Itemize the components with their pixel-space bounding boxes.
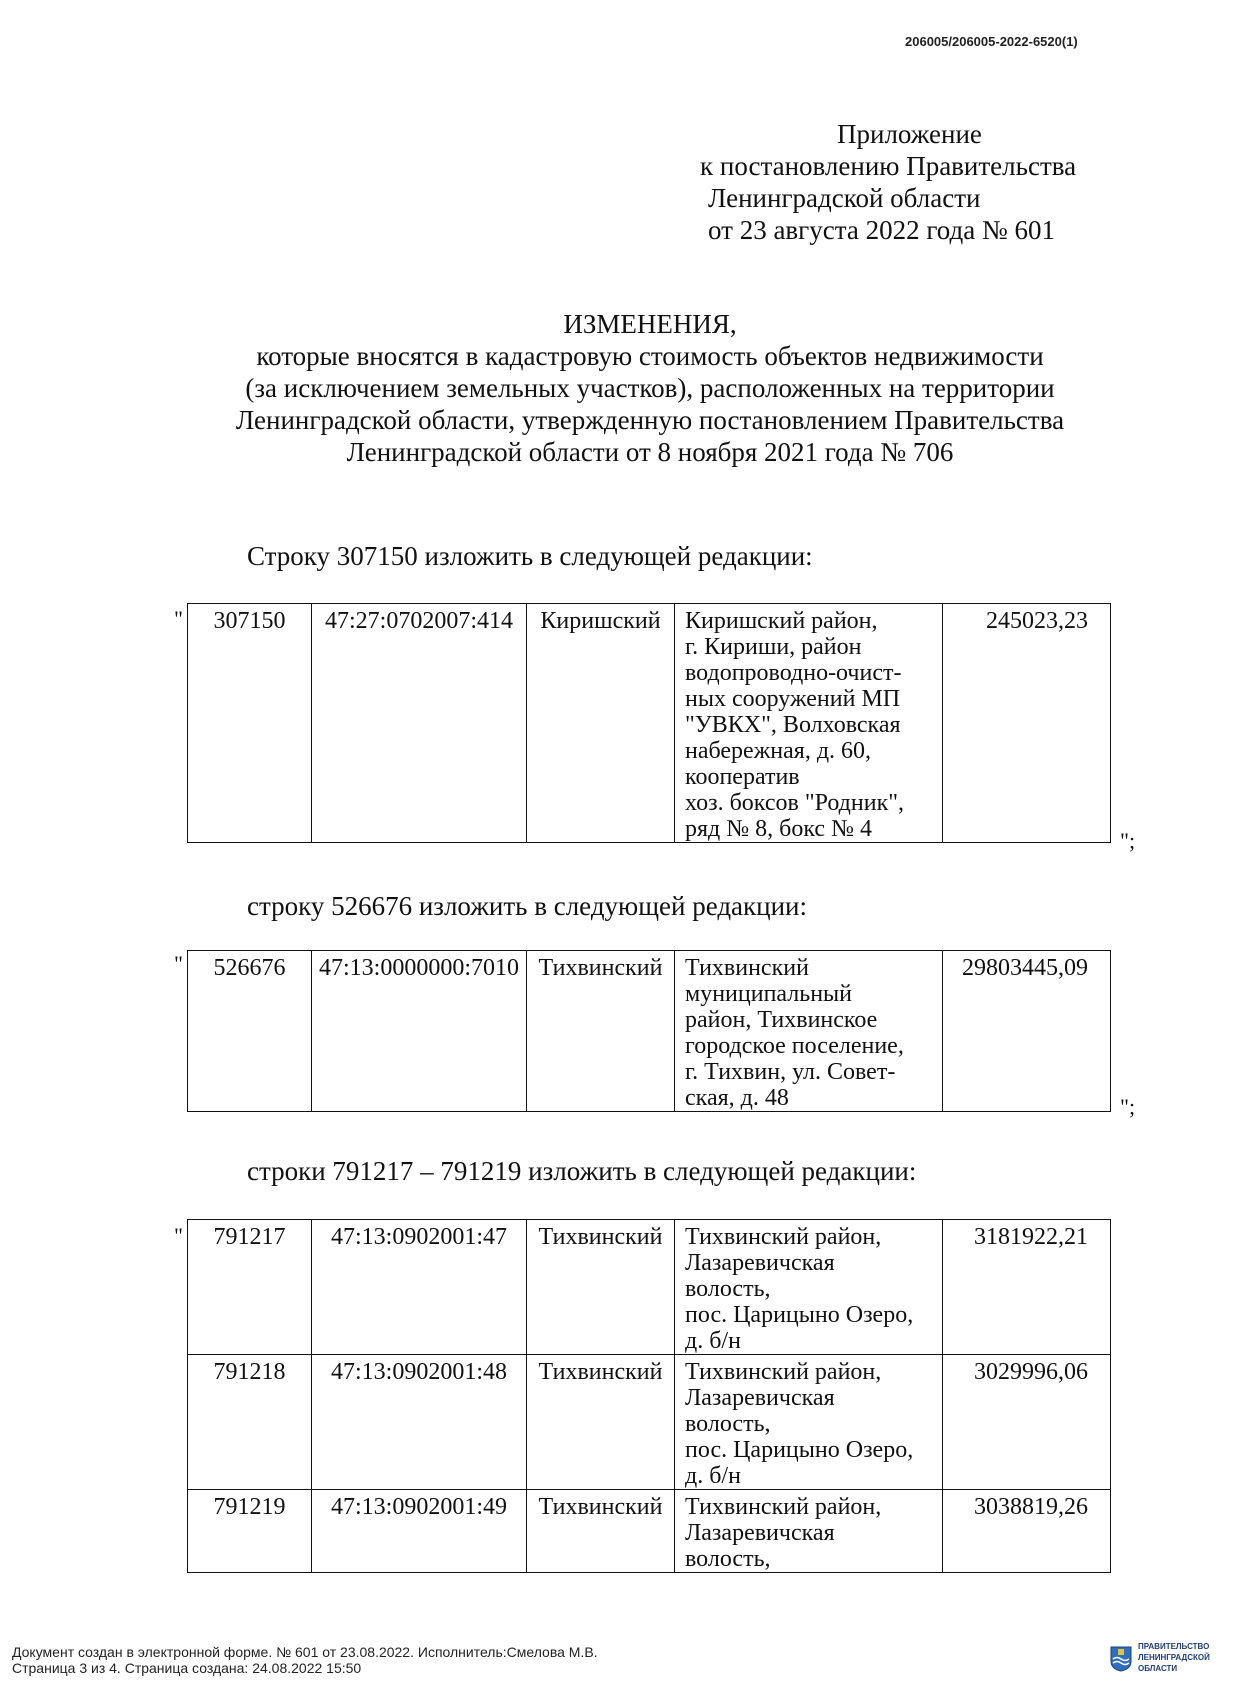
- logo-line: ОБЛАСТИ: [1138, 1664, 1178, 1673]
- cadastral-number: 47:13:0902001:47: [312, 1220, 527, 1355]
- appendix-line: от 23 августа 2022 года № 601: [708, 215, 1055, 245]
- row-number: 307150: [188, 604, 312, 843]
- quote-close: ";: [1120, 1094, 1136, 1119]
- address-line: Тихвинский район,: [685, 1494, 882, 1520]
- address-line: пос. Царицыно Озеро,: [685, 1437, 914, 1463]
- section-lead-526676: строку 526676 изложить в следующей редакции:: [247, 891, 808, 921]
- quote-open: ": [174, 606, 183, 631]
- address-line: район, Тихвинское: [685, 1007, 878, 1033]
- address-line: Тихвинский район,: [685, 1359, 882, 1385]
- address-line: Тихвинский: [685, 955, 809, 981]
- address-line: "УВКХ", Волховская: [685, 712, 901, 738]
- cadastral-value: 3181922,21: [943, 1220, 1111, 1355]
- heading-line: Ленинградской области от 8 ноября 2021 года № 706: [346, 437, 954, 467]
- footer-line: Документ создан в электронной форме. № 601 от 23.08.2022. Исполнитель:Смелова М.В.: [12, 1644, 598, 1660]
- heading-line: Ленинградской области, утвержденную постановлением Правительства: [235, 405, 1065, 435]
- address-line: набережная, д. 60,: [685, 738, 872, 764]
- address: [675, 951, 943, 1112]
- address-line: городское поселение,: [685, 1033, 904, 1059]
- logo-text: [1138, 1641, 1236, 1674]
- address-line: д. б/н: [685, 1463, 741, 1489]
- appendix-line: Ленинградской области: [708, 183, 981, 213]
- address-line: ных сооружений МП: [685, 686, 901, 712]
- address-line: ряд № 8, бокс № 4: [685, 816, 872, 842]
- address-line: хоз. боксов "Родник",: [685, 790, 905, 816]
- table-row: [188, 1220, 1111, 1355]
- row-number: 791218: [188, 1355, 312, 1490]
- address-line: г. Тихвин, ул. Совет-: [685, 1059, 896, 1085]
- row-number: 791217: [188, 1220, 312, 1355]
- address-line: Тихвинский район,: [685, 1224, 882, 1250]
- address-line: ская, д. 48: [685, 1085, 789, 1111]
- cadastral-value: 3038819,26: [943, 1490, 1111, 1573]
- district: Киришский: [527, 604, 675, 843]
- address-line: Киришский район,: [685, 608, 878, 634]
- address: [675, 1490, 943, 1573]
- document-number: 206005/206005-2022-6520(1): [905, 34, 1078, 49]
- document-heading: [100, 308, 1200, 468]
- table-row: [188, 951, 1111, 1112]
- quote-close: ";: [1120, 828, 1136, 853]
- logo-line: ЛЕНИНГРАДСКОЙ: [1138, 1653, 1210, 1662]
- quote-open: ": [174, 1223, 183, 1248]
- table-row: [188, 1355, 1111, 1490]
- address-line: волость,: [685, 1411, 771, 1437]
- address-line: пос. Царицыно Озеро,: [685, 1302, 914, 1328]
- address: [675, 1220, 943, 1355]
- address-line: волость,: [685, 1276, 771, 1302]
- table-row: [188, 1490, 1111, 1573]
- address-line: водопроводно-очист-: [685, 660, 902, 686]
- cadastral-value: 245023,23: [943, 604, 1111, 843]
- table-row: [188, 604, 1111, 843]
- address-line: муниципальный: [685, 981, 853, 1007]
- cadastral-number: 47:13:0000000:7010: [312, 951, 527, 1112]
- cadastral-number: 47:13:0902001:49: [312, 1490, 527, 1573]
- address-line: кооператив: [685, 764, 800, 790]
- government-logo: [1110, 1640, 1236, 1678]
- logo-line: ПРАВИТЕЛЬСТВО: [1138, 1642, 1210, 1651]
- address-line: г. Кириши, район: [685, 634, 862, 660]
- district: Тихвинский: [527, 951, 675, 1112]
- footer-line: Страница 3 из 4. Страница создана: 24.08.2022 15:50: [12, 1660, 362, 1676]
- cadastral-number: 47:27:0702007:414: [312, 604, 527, 843]
- address: [675, 604, 943, 843]
- heading-title: ИЗМЕНЕНИЯ,: [563, 309, 737, 339]
- address-line: д. б/н: [685, 1328, 741, 1354]
- heading-line: которые вносятся в кадастровую стоимость объектов недвижимости: [256, 341, 1044, 371]
- address-line: Лазаревичская: [685, 1385, 835, 1411]
- appendix-line: к постановлению Правительства: [700, 151, 1077, 181]
- district: Тихвинский: [527, 1220, 675, 1355]
- table-307150: [187, 603, 1111, 843]
- table-526676: [187, 950, 1111, 1112]
- cadastral-value: 3029996,06: [943, 1355, 1111, 1490]
- address: [675, 1355, 943, 1490]
- address-line: Лазаревичская: [685, 1520, 835, 1546]
- row-number: 791219: [188, 1490, 312, 1573]
- footer: [12, 1644, 598, 1676]
- table-791217-791219: [187, 1219, 1111, 1573]
- cadastral-value: 29803445,09: [943, 951, 1111, 1112]
- quote-open: ": [174, 951, 183, 976]
- section-lead-791217: строки 791217 – 791219 изложить в следующей редакции:: [247, 1156, 917, 1186]
- address-line: Лазаревичская: [685, 1250, 835, 1276]
- coat-of-arms-icon: [1110, 1646, 1132, 1672]
- district: Тихвинский: [527, 1355, 675, 1490]
- address-line: волость,: [685, 1546, 771, 1572]
- appendix-line: Приложение: [837, 119, 982, 149]
- appendix-block: [700, 118, 1220, 246]
- row-number: 526676: [188, 951, 312, 1112]
- heading-line: (за исключением земельных участков), расположенных на территории: [245, 373, 1055, 403]
- cadastral-number: 47:13:0902001:48: [312, 1355, 527, 1490]
- section-lead-307150: Строку 307150 изложить в следующей редакции:: [247, 541, 813, 571]
- district: Тихвинский: [527, 1490, 675, 1573]
